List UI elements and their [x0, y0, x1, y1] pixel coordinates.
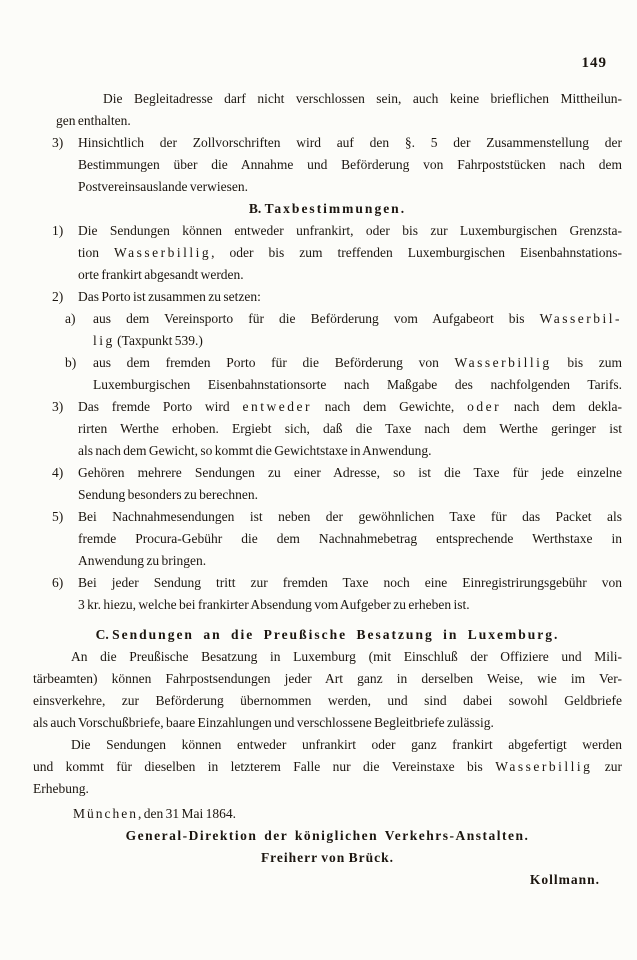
sub-item-a	[33, 308, 622, 352]
heading-prefix: B.	[248, 201, 262, 216]
text-line: Das Porto ist zusammen zu setzen:	[78, 289, 261, 304]
section-heading-b	[33, 198, 622, 220]
list-item-b4	[33, 462, 622, 506]
text-line: als nach dem Gewicht, so kommt die Gewichtstaxe in Anwendung.	[78, 443, 432, 458]
signature-countersign: Kollmann.	[529, 872, 600, 887]
item-number: 2)	[52, 289, 64, 304]
text-line: Sendung besonders zu berechnen.	[78, 487, 258, 502]
list-item-b6	[33, 572, 622, 616]
section-heading-c	[33, 624, 622, 646]
text-segment: Das fremde Porto wird	[78, 399, 243, 414]
text-line: Erhebung.	[33, 781, 89, 796]
emphasized-word: oder	[467, 399, 502, 414]
text-line: als auch Vorschußbriefe, baare Einzahlungen und verschlossene Begleitbriefe zulässig.	[33, 715, 494, 730]
item-number: 1)	[52, 223, 64, 238]
dateline	[73, 803, 622, 825]
heading-prefix: C.	[95, 627, 109, 642]
text-line: Bestimmungen über die Annahme und Beförderung von Fahrpoststücken nach dem	[78, 157, 622, 172]
text-line: Bei jeder Sendung tritt zur fremden Taxe noch eine Einregistrirungsgebühr von	[78, 575, 622, 590]
text-line: Die Begleitadresse darf nicht verschlossen sein, auch keine brieflichen Mittheilun-	[103, 91, 622, 106]
text-line: Die Sendungen können entweder unfrankirt oder ganz frankirt abgefertigt werden	[71, 737, 622, 752]
text-line: Postvereinsauslande verwiesen.	[78, 179, 248, 194]
text-line	[33, 756, 622, 778]
text-line: Luxemburgischen Eisenbahnstationsorte nach Maßgabe des nachfolgenden Tarifs.	[93, 377, 622, 392]
text-segment: nach dem Gewichte,	[311, 399, 468, 414]
paragraph-begleitadresse	[56, 88, 622, 132]
text-segment: zur	[592, 759, 622, 774]
text-segment: bis zum	[551, 355, 622, 370]
page-number: 149	[581, 55, 607, 71]
list-item-b1	[33, 220, 622, 286]
heading-title: Taxbestimmungen.	[264, 201, 407, 216]
text-line: An die Preußische Besatzung in Luxemburg (mit Einschluß der Offiziere und Mili-	[71, 649, 622, 664]
text-line: einsverkehre, zur Beförderung übernommen werden, und sind dabei sowohl Geldbriefe	[33, 693, 622, 708]
text-line	[93, 330, 622, 352]
text-line	[93, 308, 622, 330]
sub-item-b	[33, 352, 622, 396]
text-segment: (Taxpunkt 539.)	[114, 333, 203, 348]
date-text: , den 31 Mai 1864.	[138, 806, 236, 821]
emphasized-word: entweder	[242, 399, 312, 414]
list-item-b3	[33, 396, 622, 462]
text-segment: und kommt für dieselben in letzterem Falle nur die Vereinstaxe bis	[33, 759, 496, 774]
sub-item-letter: b)	[65, 355, 77, 370]
emphasized-word: Wasserbillig	[114, 245, 212, 260]
text-segment: aus dem fremden Porto für die Beförderung von	[93, 355, 455, 370]
item-number: 6)	[52, 575, 64, 590]
text-line: fremde Procura-Gebühr die dem Nachnahmebetrag entsprechende Werthstaxe in	[78, 531, 622, 546]
item-number: 3)	[52, 135, 64, 150]
emphasized-word: Wasserbillig	[495, 759, 593, 774]
text-line	[93, 352, 622, 374]
text-line: Gehören mehrere Sendungen zu einer Adresse, so ist die Taxe für jede einzelne	[78, 465, 622, 480]
text-line: Bei Nachnahmesendungen ist neben der gewöhnlichen Taxe für das Packet als	[78, 509, 622, 524]
list-item-b5	[33, 506, 622, 572]
paragraph-besatzung	[33, 646, 622, 734]
signature-name: Freiherr von Brück.	[260, 850, 395, 865]
text-line: tärbeamten) können Fahrpostsendungen jeder Art ganz in derselben Weise, wie im Ver-	[33, 671, 622, 686]
emphasized-word: Wasserbillig	[454, 355, 552, 370]
heading-title: Sendungen an die Preußische Besatzung in Luxemburg.	[112, 627, 560, 642]
emphasized-word: lig	[93, 333, 115, 348]
text-segment: nach dem dekla-	[501, 399, 622, 414]
text-segment: aus dem Vereinsporto für die Beförderung vom Aufgabeort bis	[93, 311, 540, 326]
list-item-b2	[33, 286, 622, 308]
text-segment: tion	[78, 245, 115, 260]
emphasized-word: Wasserbil-	[539, 311, 622, 326]
list-item-zoll-3	[33, 132, 622, 198]
item-number: 4)	[52, 465, 64, 480]
text-line	[78, 396, 622, 418]
text-line: 3 kr. hiezu, welche bei frankirter Absendung vom Aufgeber zu erheben ist.	[78, 597, 470, 612]
text-line: gen enthalten.	[56, 113, 131, 128]
place-name: München	[73, 806, 138, 821]
text-line: Die Sendungen können entweder unfrankirt, oder bis zur Luxemburgischen Grenzsta-	[78, 223, 622, 238]
item-number: 5)	[52, 509, 64, 524]
page-content	[33, 88, 622, 891]
text-line: Anwendung zu bringen.	[78, 553, 207, 568]
text-line: rirten Werthe erhoben. Ergiebt sich, daß die Taxe nach dem Werthe geringer ist	[78, 421, 622, 436]
text-line: Hinsichtlich der Zollvorschriften wird auf den §. 5 der Zusammenstellung der	[78, 135, 622, 150]
text-line: orte frankirt abgesandt werden.	[78, 267, 244, 282]
text-segment: , oder bis zum treffenden Luxemburgischen Eisenbahnstations-	[211, 245, 622, 260]
sub-item-letter: a)	[65, 311, 76, 326]
item-number: 3)	[52, 399, 64, 414]
paragraph-frankirung	[33, 734, 622, 800]
text-line	[78, 242, 622, 264]
signature-organization: General-Direktion der königlichen Verkehrs-Anstalten.	[125, 828, 530, 843]
